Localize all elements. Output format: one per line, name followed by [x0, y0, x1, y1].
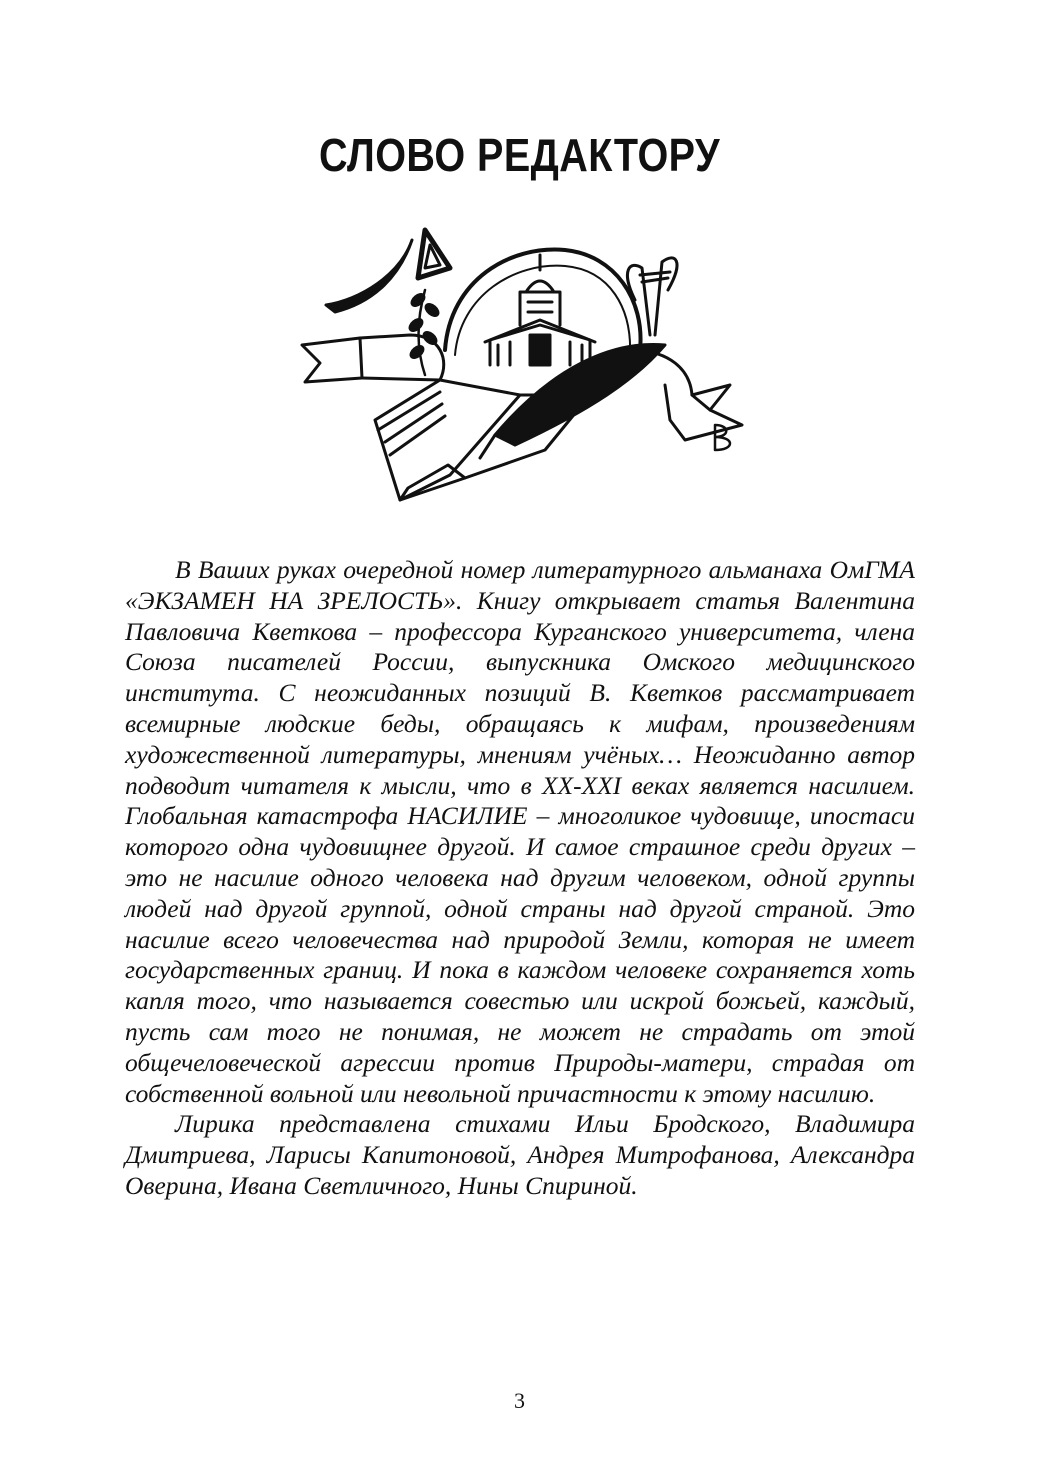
paragraph-intro: В Ваших руках очередной номер литературного альманаха ОмГМА «ЭКЗАМЕН НА ЗРЕЛОСТЬ». Книгу открывает статья Валентина Павловича Кветкова – профессора Курганского университета, члена Союза писателей России, выпускника Омского медицинского института. С неожиданных позиций В. Кветков рассматривает всемирные людские беды, обращаясь к мифам, произведениям художественной литературы, мнениям учёных… Неожиданно автор подводит читателя к мысли, что в XX-XXI веках является насилием. Глобальная катастрофа НАСИЛИЕ – многоликое чудовище, ипостаси которого одна чудовищнее другой. И самое страшное среди других – это не насилие одного человека над другим человеком, одной группы людей над другой группой, одной страны над другой страной. Это насилие всего человечества над природой Земли, которая не имеет государственных границ. И пока в каждом человеке сохраняется хоть капля того, что называется совестью или искрой божьей, каждый, пусть сам того не понимая, не может не страдать от этой общечеловеческой агрессии против Природы-матери, страдая от собственной вольной или невольной причастности к этому насилию. [125, 555, 915, 1108]
page-title: СЛОВО РЕДАКТОРУ [318, 129, 720, 181]
editorial-text [125, 555, 915, 1202]
almanac-emblem-icon [290, 220, 760, 520]
page-number: 3 [514, 1388, 525, 1413]
paragraph-lyrics: Лирика представлена стихами Ильи Бродского, Владимира Дмитриева, Ларисы Капитоновой, Андрея Митрофанова, Александра Оверина, Ивана Светличного, Нины Спириной. [125, 1109, 915, 1200]
